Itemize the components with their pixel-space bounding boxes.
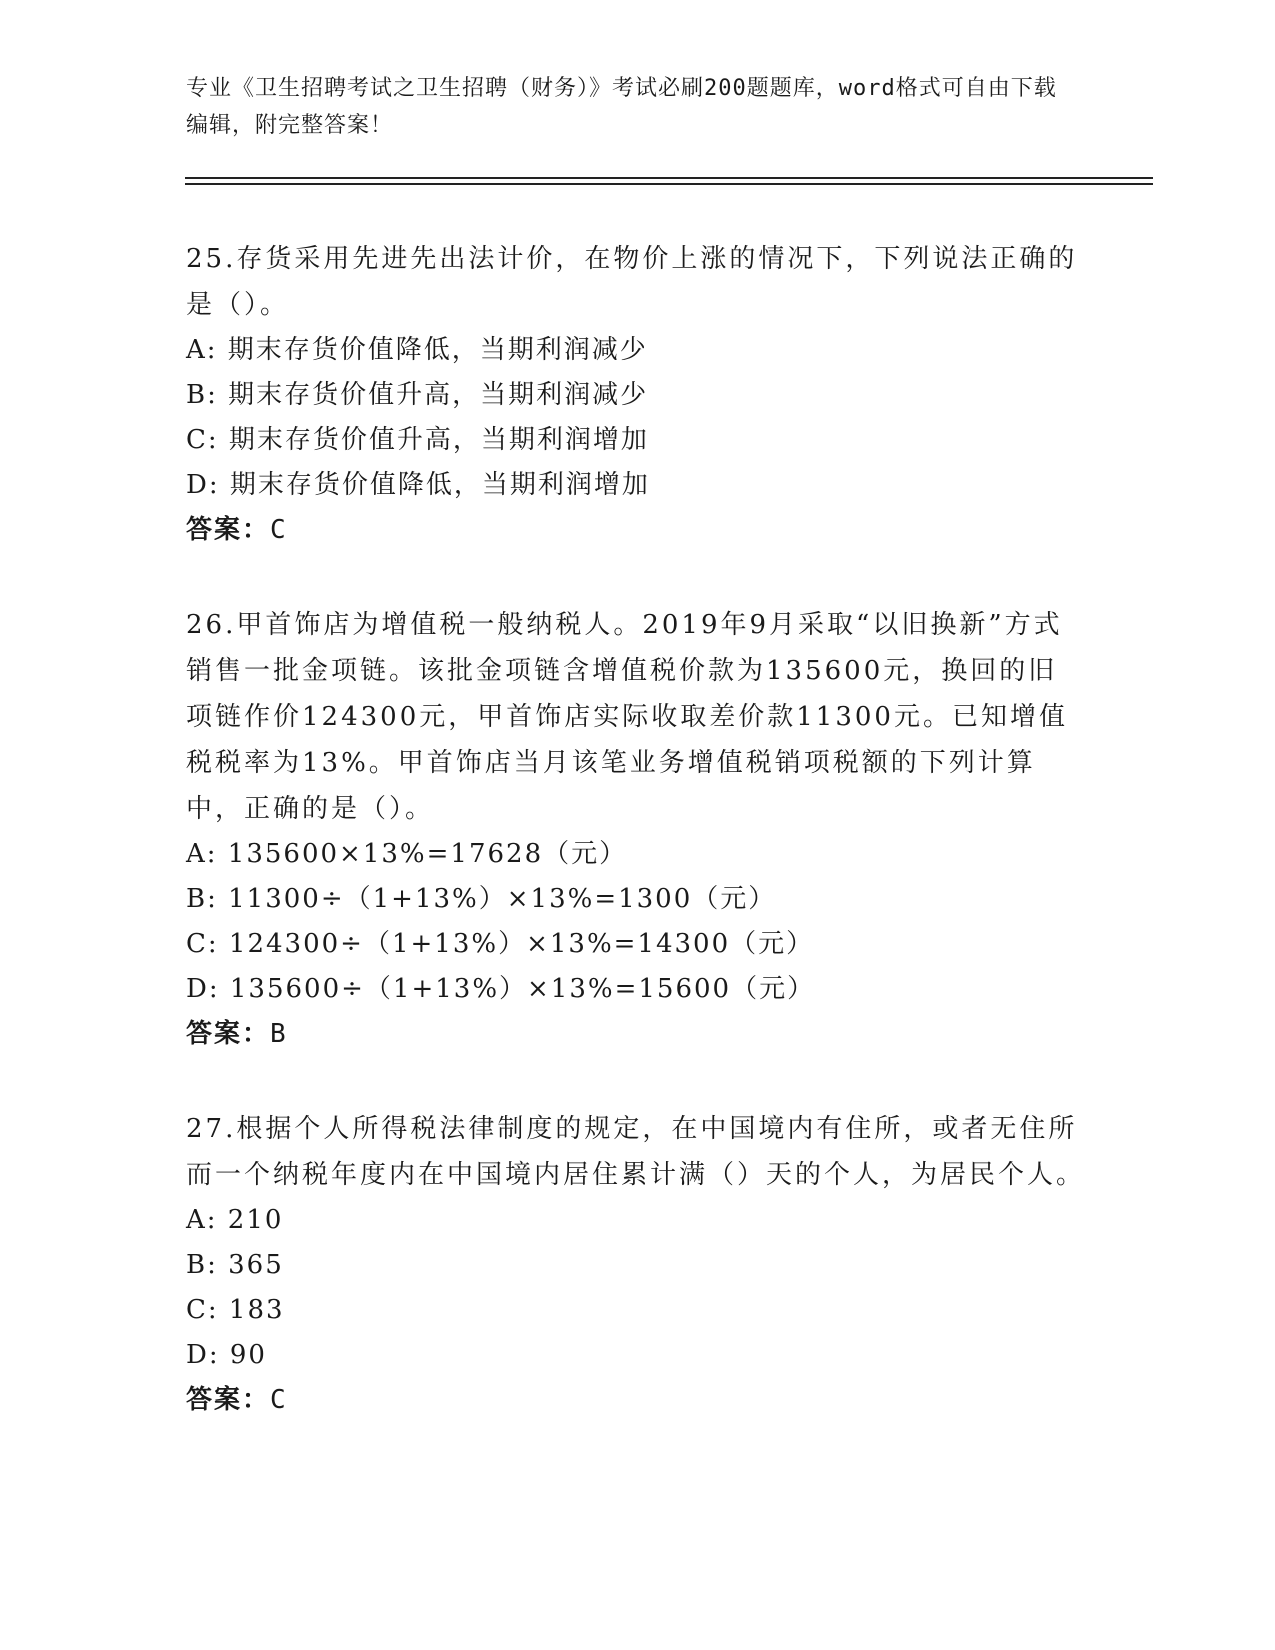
question-stem: 26.甲首饰店为增值税一般纳税人。2019年9月采取“以旧换新”方式销售一批金项链。该批金项链含增值税价款为135600元，换回的旧项链作价124300元，甲首饰店实际收取差价款11300元。已知增值税税率为13%。甲首饰店当月该笔业务增值税销项税额的下列计算中，正确的是（）。 bbox=[186, 610, 1068, 824]
question-stem: 25.存货采用先进先出法计价，在物价上涨的情况下，下列说法正确的是（）。 bbox=[186, 244, 1078, 320]
answer-label: 答案： bbox=[186, 515, 271, 545]
option-d: D: 期末存货价值降低，当期利润增加 bbox=[186, 470, 650, 500]
answer-line bbox=[186, 1012, 1086, 1056]
question-25 bbox=[186, 236, 1086, 552]
answer-value: B bbox=[270, 1019, 288, 1049]
answer-label: 答案： bbox=[186, 1385, 271, 1415]
answer-value: C bbox=[270, 1385, 288, 1415]
option-a: A: 期末存货价值降低，当期利润减少 bbox=[186, 335, 648, 365]
option-a: A: 135600×13%=17628（元） bbox=[186, 839, 628, 869]
option-b: B: 11300÷（1+13%）×13%=1300（元） bbox=[186, 884, 777, 914]
document-header: 专业《卫生招聘考试之卫生招聘（财务）》考试必刷200题题库，word格式可自由下载编辑，附完整答案！ bbox=[186, 76, 1057, 138]
question-stem: 27.根据个人所得税法律制度的规定，在中国境内有住所，或者无住所而一个纳税年度内在中国境内居住累计满（）天的个人，为居民个人。 bbox=[186, 1114, 1086, 1190]
option-c: C: 183 bbox=[186, 1295, 285, 1325]
answer-label: 答案： bbox=[186, 1019, 271, 1049]
question-27 bbox=[186, 1106, 1086, 1422]
answer-line bbox=[186, 1378, 1086, 1422]
header-divider-bottom bbox=[185, 183, 1153, 185]
option-b: B: 期末存货价值升高，当期利润减少 bbox=[186, 380, 649, 410]
option-c: C: 期末存货价值升高，当期利润增加 bbox=[186, 425, 649, 455]
option-b: B: 365 bbox=[186, 1250, 284, 1280]
option-a: A: 210 bbox=[186, 1205, 284, 1235]
answer-value: C bbox=[270, 515, 288, 545]
question-26 bbox=[186, 602, 1086, 1056]
question-list bbox=[186, 236, 1086, 1472]
option-c: C: 124300÷（1+13%）×13%=14300（元） bbox=[186, 929, 815, 959]
header-divider-top bbox=[185, 177, 1153, 179]
answer-line bbox=[186, 508, 1086, 552]
option-d: D: 135600÷（1+13%）×13%=15600（元） bbox=[186, 974, 816, 1004]
option-d: D: 90 bbox=[186, 1340, 267, 1370]
